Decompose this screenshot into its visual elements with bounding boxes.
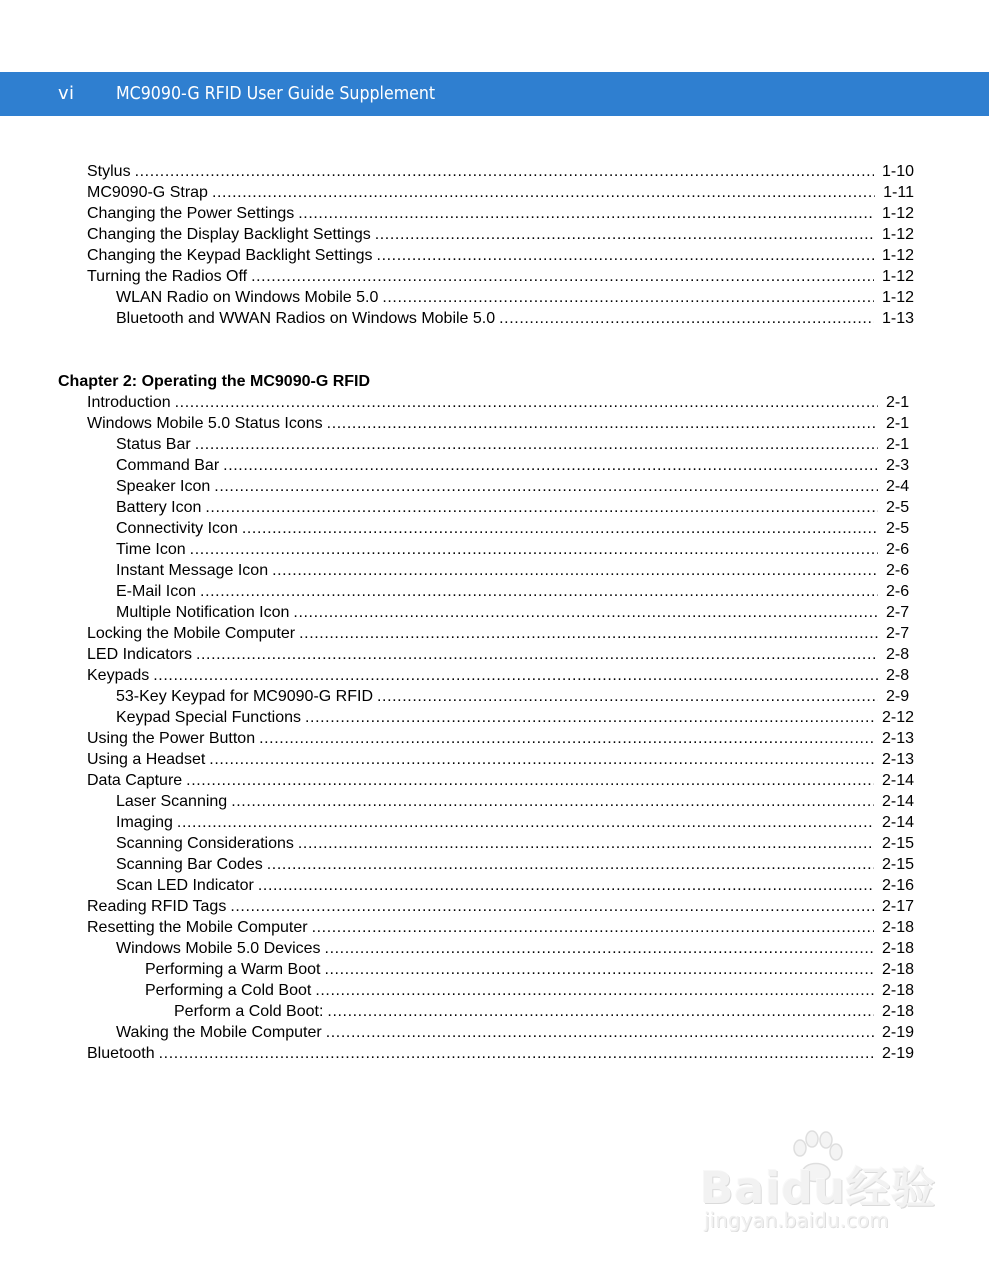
toc-entry-line <box>116 455 989 476</box>
toc-entry-title[interactable]: LED Indicators <box>87 644 196 665</box>
toc-entry[interactable] <box>0 539 989 560</box>
toc-entry[interactable] <box>0 623 989 644</box>
toc-entry[interactable] <box>0 728 989 749</box>
toc-leader-dots <box>231 791 874 812</box>
toc-entry-title[interactable]: Resetting the Mobile Computer <box>87 917 312 938</box>
toc-entry-page[interactable]: 2-14 <box>881 814 914 831</box>
toc-entry[interactable] <box>0 644 989 665</box>
toc-entry-title[interactable]: MC9090-G Strap <box>87 182 212 203</box>
toc-entry-line <box>87 203 989 224</box>
toc-entry[interactable] <box>0 833 989 854</box>
toc-entry[interactable] <box>0 518 989 539</box>
toc-entry-page[interactable]: 2-7 <box>886 625 910 642</box>
toc-entry-line <box>87 1043 989 1064</box>
toc-entry[interactable] <box>0 224 989 245</box>
toc-entry-title[interactable]: Command Bar <box>116 455 223 476</box>
toc-leader-dots <box>312 917 874 938</box>
toc-entry-title[interactable]: Changing the Display Backlight Settings <box>87 224 375 245</box>
toc-leader-dots <box>293 602 878 623</box>
toc-entry-title[interactable]: WLAN Radio on Windows Mobile 5.0 <box>116 287 382 308</box>
toc-entry-title[interactable]: Status Bar <box>116 434 195 455</box>
toc-entry-page[interactable]: 2-1 <box>886 436 910 453</box>
toc-entry-line <box>116 812 989 833</box>
toc-leader-dots <box>375 224 874 245</box>
page-number: vi <box>58 83 75 104</box>
toc-entry-page[interactable]: 2-18 <box>881 982 914 999</box>
toc-leader-dots <box>377 686 878 707</box>
toc-entry[interactable] <box>0 854 989 875</box>
toc-entry-line <box>87 770 989 791</box>
toc-entry-page[interactable]: 1-12 <box>881 205 914 222</box>
toc-entry-line <box>116 602 989 623</box>
toc-entry-title[interactable]: Performing a Warm Boot <box>145 959 324 980</box>
toc-entry-line <box>116 539 989 560</box>
toc-entry-page[interactable]: 2-19 <box>881 1045 914 1062</box>
toc-entry[interactable] <box>0 770 989 791</box>
toc-leader-dots <box>324 959 874 980</box>
toc-entry[interactable] <box>0 497 989 518</box>
toc-entry-page[interactable]: 2-8 <box>886 646 910 663</box>
toc-entry-line <box>87 644 989 665</box>
toc-entry[interactable] <box>0 1043 989 1064</box>
toc-entry-line <box>116 308 989 329</box>
toc-leader-dots <box>205 497 878 518</box>
toc-entry-title[interactable]: Changing the Power Settings <box>87 203 298 224</box>
toc-entry-title[interactable]: Battery Icon <box>116 497 205 518</box>
toc-entry-line <box>87 224 989 245</box>
toc-entry-title[interactable]: Bluetooth and WWAN Radios on Windows Mobile 5.0 <box>116 308 499 329</box>
toc-entry-page[interactable]: 2-1 <box>886 415 910 432</box>
toc-leader-dots <box>267 854 874 875</box>
toc-entry-title[interactable]: Perform a Cold Boot: <box>174 1001 327 1022</box>
toc-entry-page[interactable]: 2-3 <box>886 457 910 474</box>
toc-entry-page[interactable]: 2-7 <box>886 604 910 621</box>
toc-entry[interactable] <box>0 434 989 455</box>
toc-entry[interactable] <box>0 917 989 938</box>
toc-entry-page[interactable]: 2-6 <box>886 583 910 600</box>
toc-leader-dots <box>305 707 874 728</box>
toc-entry-line <box>116 875 989 896</box>
toc-entry-title[interactable]: 53-Key Keypad for MC9090-G RFID <box>116 686 377 707</box>
toc-entry-line <box>145 980 989 1001</box>
toc-entry-page[interactable]: 2-16 <box>881 877 914 894</box>
toc-entry[interactable] <box>0 560 989 581</box>
toc-entry-title[interactable]: Windows Mobile 5.0 Devices <box>116 938 325 959</box>
toc-entry-title[interactable]: Performing a Cold Boot <box>145 980 315 1001</box>
toc-entry-page[interactable]: 2-14 <box>881 772 914 789</box>
toc-entry-page[interactable]: 2-15 <box>881 856 914 873</box>
toc-leader-dots <box>325 938 874 959</box>
section-spacer <box>0 329 989 371</box>
toc-leader-dots <box>175 392 878 413</box>
toc-entry-line <box>116 287 989 308</box>
toc-leader-dots <box>195 434 878 455</box>
toc-leader-dots <box>272 560 878 581</box>
toc-entry-page[interactable]: 1-12 <box>881 268 914 285</box>
toc-leader-dots <box>159 1043 874 1064</box>
toc-leader-dots <box>327 413 878 434</box>
toc-entry-title[interactable]: Introduction <box>87 392 175 413</box>
toc-entry-line <box>87 623 989 644</box>
toc-entry-title[interactable]: Reading RFID Tags <box>87 896 230 917</box>
toc-entry-line <box>116 854 989 875</box>
toc-leader-dots <box>327 1001 874 1022</box>
toc-leader-dots <box>214 476 878 497</box>
toc-entry-title[interactable]: E-Mail Icon <box>116 581 200 602</box>
toc-entry-line <box>87 392 989 413</box>
toc-entry-page[interactable]: 1-10 <box>881 163 914 180</box>
toc-entry[interactable] <box>0 266 989 287</box>
toc-entry-title[interactable]: Connectivity Icon <box>116 518 242 539</box>
toc-entry[interactable] <box>0 686 989 707</box>
toc-entry[interactable] <box>0 476 989 497</box>
toc-leader-dots <box>242 518 878 539</box>
toc-entry-page[interactable]: 2-18 <box>881 961 914 978</box>
toc-entry[interactable] <box>0 791 989 812</box>
toc-entry[interactable] <box>0 896 989 917</box>
toc-leader-dots <box>251 266 874 287</box>
toc-entry[interactable] <box>0 959 989 980</box>
toc-entry-line <box>87 665 989 686</box>
toc-entry-page[interactable]: 2-17 <box>881 898 914 915</box>
toc-entry-title[interactable]: Data Capture <box>87 770 186 791</box>
toc-entry[interactable] <box>0 245 989 266</box>
toc-leader-dots <box>298 833 874 854</box>
toc-entry-page[interactable]: 2-18 <box>881 1003 914 1020</box>
toc-entry-line <box>145 959 989 980</box>
toc-entry-page[interactable]: 2-12 <box>881 709 914 726</box>
toc-entry-page[interactable]: 2-6 <box>886 541 910 558</box>
toc-entry-title[interactable]: Laser Scanning <box>116 791 231 812</box>
toc-leader-dots <box>499 308 874 329</box>
toc-leader-dots <box>382 287 874 308</box>
toc-entry-line <box>116 581 989 602</box>
toc-leader-dots <box>186 770 874 791</box>
toc-leader-dots <box>326 1022 874 1043</box>
toc-entry-line <box>87 896 989 917</box>
toc-entry[interactable] <box>0 938 989 959</box>
toc-entry[interactable] <box>0 287 989 308</box>
toc-entry-page[interactable]: 2-4 <box>886 478 910 495</box>
toc-entry-line <box>116 791 989 812</box>
toc-leader-dots <box>377 245 874 266</box>
toc-entry[interactable] <box>0 455 989 476</box>
toc-leader-dots <box>299 623 878 644</box>
toc-entry[interactable] <box>0 812 989 833</box>
toc-entry[interactable] <box>0 203 989 224</box>
toc-entry-page[interactable]: 2-9 <box>886 688 910 705</box>
toc-entry-line <box>87 245 989 266</box>
chapter-title[interactable]: Chapter 2: Operating the MC9090-G RFID <box>58 373 371 390</box>
toc-entry-title[interactable]: Scanning Considerations <box>116 833 298 854</box>
toc-entry-line <box>87 917 989 938</box>
toc-entry-line <box>116 833 989 854</box>
toc-entry-page[interactable]: 2-8 <box>886 667 910 684</box>
table-of-contents <box>0 161 989 1064</box>
toc-entry-title[interactable]: Turning the Radios Off <box>87 266 251 287</box>
toc-entry-title[interactable]: Speaker Icon <box>116 476 214 497</box>
toc-entry-title[interactable]: Windows Mobile 5.0 Status Icons <box>87 413 327 434</box>
toc-entry[interactable] <box>0 1001 989 1022</box>
document-title: MC9090-G RFID User Guide Supplement <box>116 83 436 104</box>
toc-entry-line <box>87 749 989 770</box>
page-header-bar <box>0 72 989 116</box>
toc-entry-title[interactable]: Keypad Special Functions <box>116 707 305 728</box>
watermark-url-text: jingyan.baidu.com <box>704 1208 889 1232</box>
toc-entry[interactable] <box>0 308 989 329</box>
toc-leader-dots <box>259 728 874 749</box>
toc-entry[interactable] <box>0 980 989 1001</box>
toc-entry-title[interactable]: Changing the Keypad Backlight Settings <box>87 245 377 266</box>
toc-entry-title[interactable]: Instant Message Icon <box>116 560 272 581</box>
toc-entry[interactable] <box>0 581 989 602</box>
toc-entry-line <box>87 413 989 434</box>
toc-leader-dots <box>258 875 874 896</box>
toc-entry-page[interactable]: 1-12 <box>881 289 914 306</box>
toc-entry-page[interactable]: 2-1 <box>886 394 910 411</box>
toc-entry[interactable] <box>0 161 989 182</box>
toc-entry-title[interactable]: Scanning Bar Codes <box>116 854 267 875</box>
toc-entry-page[interactable]: 2-15 <box>881 835 914 852</box>
toc-entry-line <box>116 938 989 959</box>
toc-entry-line <box>87 182 989 203</box>
toc-entry-line <box>87 266 989 287</box>
toc-entry-page[interactable]: 2-6 <box>886 562 910 579</box>
toc-entry[interactable] <box>0 1022 989 1043</box>
toc-entry-page[interactable]: 2-5 <box>886 520 910 537</box>
toc-entry-page[interactable]: 2-18 <box>881 919 914 936</box>
toc-entry-line <box>116 560 989 581</box>
toc-entry-page[interactable]: 2-13 <box>881 751 914 768</box>
toc-leader-dots <box>190 539 878 560</box>
toc-entry[interactable] <box>0 392 989 413</box>
toc-entry[interactable] <box>0 602 989 623</box>
toc-entry-title[interactable]: Multiple Notification Icon <box>116 602 293 623</box>
toc-entry-title[interactable]: Waking the Mobile Computer <box>116 1022 326 1043</box>
toc-entry-line <box>116 497 989 518</box>
toc-entry-page[interactable]: 1-11 <box>883 184 914 201</box>
toc-entry-line <box>116 1022 989 1043</box>
toc-entry-title[interactable]: Bluetooth <box>87 1043 159 1064</box>
toc-leader-dots <box>153 665 878 686</box>
toc-entry[interactable] <box>0 749 989 770</box>
toc-leader-dots <box>196 644 878 665</box>
toc-entry[interactable] <box>0 413 989 434</box>
toc-entry-page[interactable]: 1-12 <box>881 226 914 243</box>
toc-entry[interactable] <box>0 875 989 896</box>
toc-entry[interactable] <box>0 182 989 203</box>
toc-entry-title[interactable]: Stylus <box>87 161 135 182</box>
toc-entry-line <box>116 686 989 707</box>
toc-entry[interactable] <box>0 707 989 728</box>
toc-leader-dots <box>223 455 878 476</box>
toc-leader-dots <box>298 203 874 224</box>
toc-entry-line <box>116 476 989 497</box>
toc-leader-dots <box>315 980 874 1001</box>
watermark <box>700 1130 940 1240</box>
toc-leader-dots <box>209 749 874 770</box>
toc-entry-line <box>116 518 989 539</box>
toc-entry-title[interactable]: Using the Power Button <box>87 728 259 749</box>
toc-entry-page[interactable]: 2-5 <box>886 499 910 516</box>
toc-entry-title[interactable]: Time Icon <box>116 539 190 560</box>
toc-entry-title[interactable]: Locking the Mobile Computer <box>87 623 299 644</box>
toc-entry-page[interactable]: 1-12 <box>881 247 914 264</box>
toc-leader-dots <box>200 581 878 602</box>
toc-entry-line <box>174 1001 989 1022</box>
toc-leader-dots <box>177 812 874 833</box>
toc-entry-title[interactable]: Scan LED Indicator <box>116 875 258 896</box>
toc-entry-line <box>116 434 989 455</box>
toc-entry-page[interactable]: 1-13 <box>881 310 914 327</box>
toc-leader-dots <box>230 896 874 917</box>
watermark-logo-text: Baidu经验 <box>700 1163 937 1214</box>
toc-leader-dots <box>135 161 874 182</box>
toc-entry-page[interactable]: 2-18 <box>881 940 914 957</box>
toc-entry-page[interactable]: 2-13 <box>881 730 914 747</box>
toc-entry-title[interactable]: Keypads <box>87 665 153 686</box>
toc-section-chapter-1 <box>0 161 989 329</box>
toc-section-chapter-2 <box>0 392 989 1064</box>
toc-entry-page[interactable]: 2-14 <box>881 793 914 810</box>
toc-entry-title[interactable]: Imaging <box>116 812 177 833</box>
toc-entry[interactable] <box>0 665 989 686</box>
toc-entry-title[interactable]: Using a Headset <box>87 749 209 770</box>
toc-entry-page[interactable]: 2-19 <box>881 1024 914 1041</box>
toc-entry-line <box>116 707 989 728</box>
toc-leader-dots <box>212 182 875 203</box>
toc-entry-line <box>87 728 989 749</box>
toc-entry-line <box>87 161 989 182</box>
